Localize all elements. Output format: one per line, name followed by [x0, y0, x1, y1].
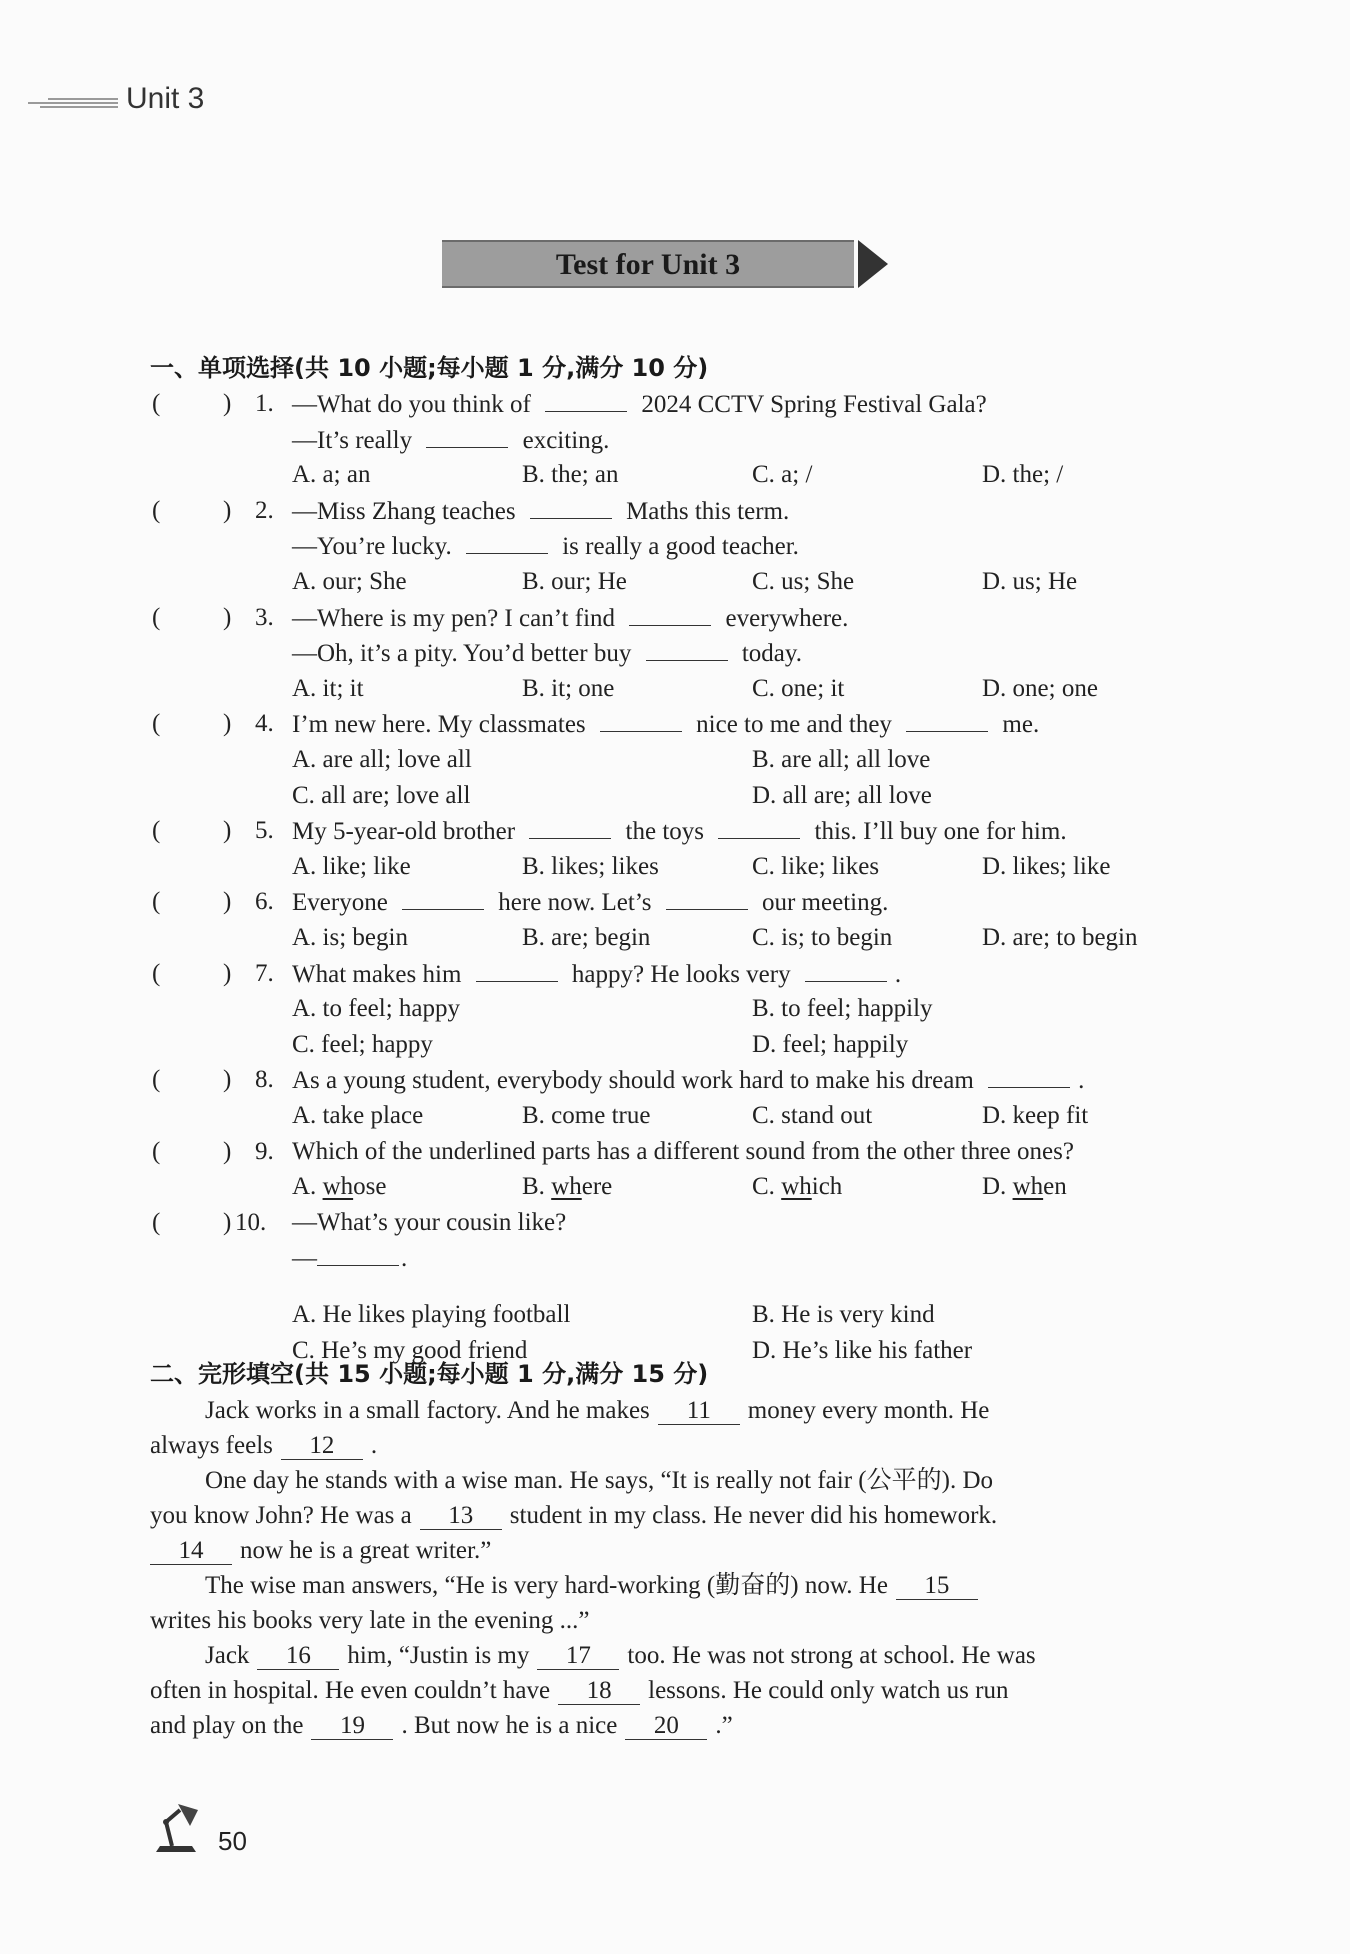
- question-stem: [292, 603, 848, 634]
- option-b[interactable]: B. are all; all love: [752, 746, 931, 773]
- answer-paren-open[interactable]: (: [152, 496, 161, 524]
- blank-16[interactable]: 16: [257, 1643, 339, 1670]
- answer-blank[interactable]: [646, 638, 728, 661]
- answer-blank[interactable]: [426, 425, 508, 448]
- answer-paren-open[interactable]: (: [152, 959, 161, 987]
- stem-text: I’m new here. My classmates: [292, 711, 592, 739]
- stem-text: —Where is my pen? I can’t find: [292, 604, 622, 632]
- blank-14[interactable]: 14: [150, 1538, 232, 1565]
- stem-text: —It’s really: [292, 426, 419, 454]
- unit-title: Unit 3: [126, 82, 205, 115]
- passage-line: One day he stands with a wise man. He says, “It is really not fair (公平的). Do: [205, 1467, 994, 1494]
- answer-paren-open[interactable]: (: [152, 1137, 161, 1165]
- option-d[interactable]: D. all are; all love: [752, 781, 932, 809]
- answer-paren-open[interactable]: (: [152, 817, 161, 845]
- blank-17[interactable]: 17: [537, 1643, 619, 1670]
- question-number: 6.: [255, 888, 274, 916]
- question-stem: [292, 887, 888, 918]
- option-d[interactable]: D. when: [982, 1173, 1067, 1201]
- stem-text: happy? He looks very: [565, 960, 797, 988]
- stem-text: everywhere.: [719, 604, 849, 632]
- option-b[interactable]: B. come true: [522, 1102, 651, 1129]
- blank-15[interactable]: 15: [896, 1573, 978, 1600]
- question-stem: —What’s your cousin like?: [292, 1208, 567, 1236]
- blank-11[interactable]: 11: [658, 1398, 740, 1425]
- answer-paren-close[interactable]: ): [223, 959, 232, 987]
- option-c[interactable]: C. is; to begin: [752, 924, 893, 951]
- answer-blank[interactable]: [718, 816, 800, 839]
- option-c[interactable]: C. us; She: [752, 568, 855, 595]
- option-a[interactable]: A. are all; love all: [292, 746, 472, 773]
- desk-lamp-icon: [150, 1800, 210, 1856]
- answer-blank[interactable]: [805, 959, 887, 982]
- option-a[interactable]: A. a; an: [292, 461, 371, 489]
- option-a[interactable]: A. like; like: [292, 852, 411, 880]
- stem-text: nice to me and they: [689, 711, 899, 739]
- decorative-lines: [18, 98, 118, 110]
- stem-text: today.: [735, 640, 803, 668]
- option-c[interactable]: C. stand out: [752, 1102, 873, 1129]
- stem-text: here now. Let’s: [492, 889, 658, 917]
- stem-text: —Oh, it’s a pity. You’d better buy: [292, 640, 638, 668]
- question-number: 5.: [255, 817, 274, 845]
- banner-title: Test for Unit 3: [555, 248, 741, 281]
- option-a[interactable]: A. to feel; happy: [292, 995, 461, 1023]
- question-stem: [292, 425, 609, 456]
- answer-paren-close[interactable]: ): [223, 603, 232, 631]
- answer-blank[interactable]: [402, 887, 484, 910]
- option-d[interactable]: D. us; He: [982, 568, 1078, 595]
- stem-text: is really a good teacher.: [555, 533, 799, 561]
- option-b[interactable]: B. to feel; happily: [752, 995, 933, 1023]
- option-c[interactable]: C. feel; happy: [292, 1030, 433, 1058]
- arrow-icon: [858, 240, 888, 288]
- answer-blank[interactable]: [476, 959, 558, 982]
- answer-paren-close[interactable]: ): [223, 1066, 232, 1094]
- option-c[interactable]: C. which: [752, 1173, 843, 1201]
- stem-text: As a young student, everybody should work hard to make his dream: [292, 1067, 981, 1095]
- answer-paren-open[interactable]: (: [152, 710, 161, 738]
- option-d[interactable]: D. one; one: [982, 674, 1098, 702]
- question-stem: [292, 1065, 1084, 1096]
- stem-text: .: [1078, 1067, 1085, 1095]
- passage-line: 14 now he is a great writer.”: [150, 1536, 491, 1566]
- answer-blank[interactable]: [530, 496, 612, 519]
- option-b[interactable]: B. it; one: [522, 674, 615, 702]
- question-number: 7.: [255, 959, 274, 987]
- answer-paren-close[interactable]: ): [223, 390, 232, 417]
- blank-19[interactable]: 19: [311, 1713, 393, 1740]
- passage-line: always feels 12 .: [150, 1432, 378, 1459]
- passage-line: you know John? He was a 13 student in my class. He never did his homework.: [150, 1502, 998, 1529]
- answer-blank[interactable]: [666, 887, 748, 910]
- option-a[interactable]: A. whose: [292, 1173, 387, 1201]
- question-stem: [292, 496, 789, 527]
- question-number: 3.: [255, 603, 274, 631]
- option-a[interactable]: A. our; She: [292, 568, 407, 595]
- stem-text: —What do you think of: [292, 391, 538, 418]
- answer-paren-close[interactable]: ): [223, 817, 232, 845]
- question-stem: [292, 638, 802, 669]
- option-a[interactable]: A. He likes playing football: [292, 1301, 571, 1329]
- option-b[interactable]: B. He is very kind: [752, 1301, 935, 1329]
- section-title-cloze: 二、完形填空(共 15 小题;每小题 1 分,满分 15 分): [150, 1360, 709, 1388]
- blank-13[interactable]: 13: [420, 1503, 502, 1530]
- answer-blank[interactable]: [317, 1243, 399, 1266]
- answer-paren-close[interactable]: ): [223, 1137, 232, 1165]
- stem-text: What makes him: [292, 960, 468, 988]
- answer-blank[interactable]: [529, 816, 611, 839]
- option-c[interactable]: C. one; it: [752, 674, 845, 702]
- answer-paren-close[interactable]: ): [223, 496, 232, 524]
- question-stem: [292, 709, 1039, 740]
- option-b[interactable]: B. the; an: [522, 461, 619, 489]
- question-stem: [292, 959, 901, 990]
- option-c[interactable]: C. like; likes: [752, 852, 880, 880]
- stem-text: —You’re lucky.: [292, 533, 458, 561]
- page-number: 50: [218, 1826, 247, 1856]
- stem-text: Everyone: [292, 889, 395, 917]
- stem-text: 2024 CCTV Spring Festival Gala?: [635, 391, 987, 418]
- option-b[interactable]: B. are; begin: [522, 924, 651, 951]
- blank-20[interactable]: 20: [625, 1713, 707, 1740]
- answer-paren-close[interactable]: ): [223, 710, 232, 738]
- question-stem: — .: [292, 1245, 408, 1273]
- question-number: 8.: [255, 1066, 274, 1094]
- passage-line: and play on the 19 . But now he is a nice 20 .”: [150, 1712, 733, 1739]
- answer-blank[interactable]: [466, 531, 548, 554]
- question-stem: Which of the underlined parts has a different sound from the other three ones?: [292, 1137, 1074, 1165]
- option-a[interactable]: A. take place: [292, 1102, 424, 1129]
- blank-18[interactable]: 18: [558, 1678, 640, 1705]
- answer-blank[interactable]: [906, 709, 988, 732]
- stem-text: .: [894, 960, 902, 988]
- answer-paren-open[interactable]: (: [152, 888, 161, 916]
- option-d[interactable]: D. keep fit: [982, 1102, 1089, 1129]
- stem-text: this. I’ll buy one for him.: [808, 818, 1067, 846]
- question-number: 4.: [255, 710, 274, 738]
- answer-paren-close[interactable]: ): [223, 888, 232, 916]
- question-number: 9.: [255, 1137, 274, 1165]
- stem-text: our meeting.: [755, 889, 889, 917]
- answer-paren-close[interactable]: ): [223, 1208, 232, 1236]
- answer-paren-open[interactable]: (: [152, 1066, 161, 1094]
- option-c[interactable]: C. a; /: [752, 461, 813, 489]
- option-a[interactable]: A. it; it: [292, 674, 364, 702]
- question-stem: [292, 389, 987, 420]
- stem-text: Maths this term.: [619, 497, 790, 525]
- passage-line: Jack 16 him, “Justin is my 17 too. He was not strong at school. He was: [205, 1642, 1036, 1669]
- stem-text: me.: [996, 711, 1040, 739]
- question-stem: [292, 531, 799, 562]
- option-a[interactable]: A. is; begin: [292, 924, 408, 951]
- answer-blank[interactable]: [988, 1065, 1070, 1088]
- answer-blank[interactable]: [600, 709, 682, 732]
- option-d[interactable]: D. feel; happily: [752, 1030, 909, 1058]
- stem-text: exciting.: [516, 426, 610, 454]
- question-number: 10.: [235, 1208, 267, 1236]
- stem-text: —Miss Zhang teaches: [292, 497, 522, 525]
- option-d[interactable]: D. the; /: [982, 461, 1064, 489]
- answer-paren-open[interactable]: (: [152, 1208, 161, 1236]
- answer-paren-open[interactable]: (: [152, 603, 161, 631]
- passage-line: The wise man answers, “He is very hard-working (勤奋的) now. He 15: [205, 1571, 986, 1601]
- answer-paren-open[interactable]: (: [152, 390, 161, 417]
- passage-line: Jack works in a small factory. And he makes 11 money every month. He: [205, 1397, 990, 1424]
- stem-text: the toys: [619, 818, 711, 846]
- passage-line: often in hospital. He even couldn’t have 18 lessons. He could only watch us run: [150, 1677, 1009, 1704]
- option-d[interactable]: D. are; to begin: [982, 924, 1138, 951]
- answer-blank[interactable]: [629, 603, 711, 626]
- stem-text: My 5-year-old brother: [292, 818, 522, 846]
- option-b[interactable]: B. our; He: [522, 568, 627, 595]
- blank-12[interactable]: 12: [281, 1433, 363, 1460]
- option-d[interactable]: D. likes; like: [982, 852, 1111, 880]
- option-c[interactable]: C. all are; love all: [292, 781, 471, 809]
- question-number: 2.: [255, 496, 274, 524]
- option-b[interactable]: B. likes; likes: [522, 852, 659, 880]
- section-title-single-choice: 一、单项选择(共 10 小题;每小题 1 分,满分 10 分): [150, 354, 709, 382]
- option-d[interactable]: D. He’s like his father: [752, 1336, 973, 1364]
- passage-line: writes his books very late in the evening ...”: [150, 1607, 590, 1634]
- answer-blank[interactable]: [545, 389, 627, 412]
- option-c[interactable]: C. He’s my good friend: [292, 1336, 528, 1364]
- test-banner: [442, 240, 854, 288]
- question-number: 1.: [255, 390, 274, 417]
- question-stem: [292, 816, 1067, 847]
- option-b[interactable]: B. where: [522, 1173, 613, 1201]
